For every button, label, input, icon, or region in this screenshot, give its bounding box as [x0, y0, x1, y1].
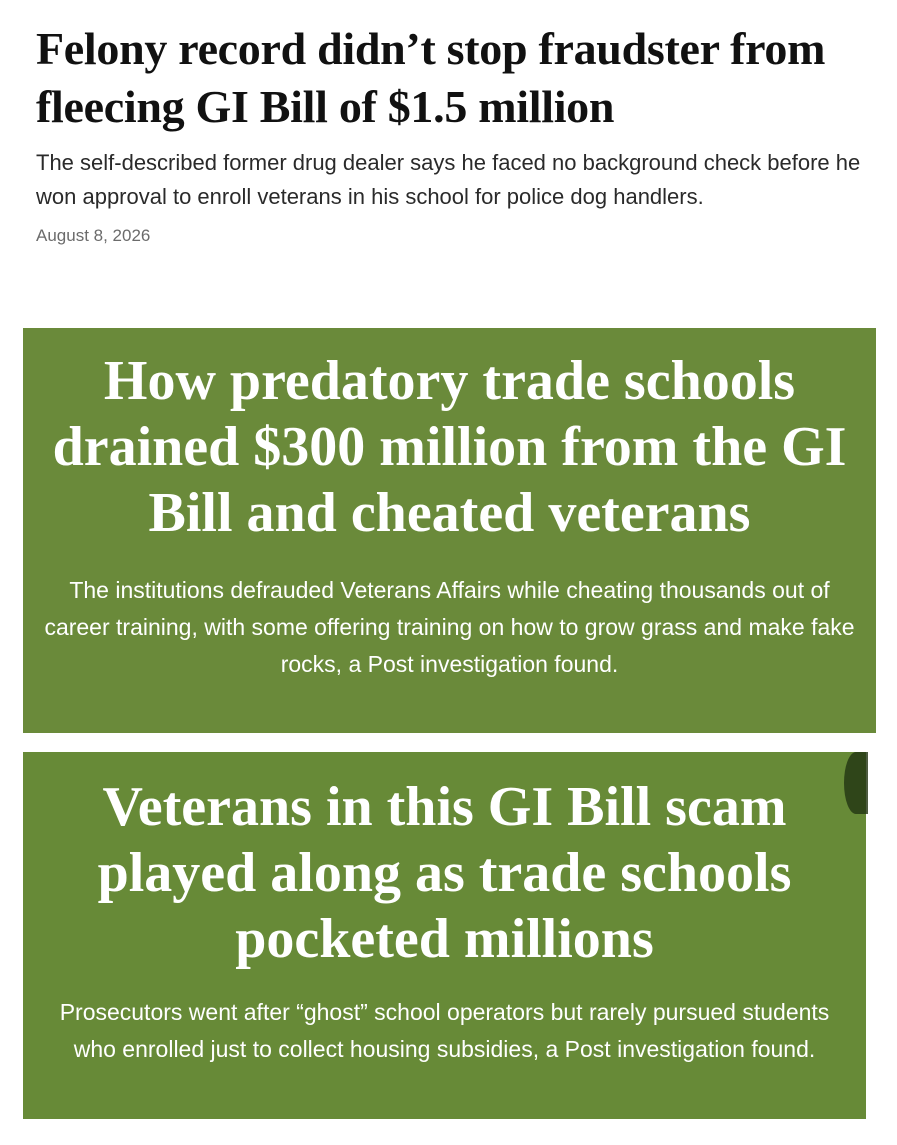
promo-headline[interactable]: Veterans in this GI Bill scam played along as trade schools pocketed millions — [97, 776, 792, 970]
promo-headline[interactable]: How predatory trade schools drained $300 million from the GI Bill and cheated veterans — [52, 350, 847, 544]
article-headline[interactable]: Felony record didn’t stop fraudster from fleecing GI Bill of $1.5 million — [36, 23, 826, 132]
promo-card-predatory-schools[interactable] — [23, 328, 876, 733]
promo-dek: Prosecutors went after “ghost” school operators but rarely pursued students who enrolled just to collect housing subsidies, a Post investigation found. — [59, 999, 830, 1062]
article-dek: The self-described former drug dealer says he faced no background check before he won approval to enroll veterans in his school for police dog handlers. — [36, 150, 861, 209]
article-teaser[interactable] — [36, 20, 876, 246]
article-date: August 8, 2026 — [36, 226, 151, 245]
promo-dek: The institutions defrauded Veterans Affairs while cheating thousands out of career training, with some offering training on how to grow grass and make fake rocks, a Post investigation found. — [44, 577, 855, 677]
leaf-decoration — [844, 752, 868, 814]
promo-card-veterans-scam[interactable] — [23, 752, 866, 1119]
